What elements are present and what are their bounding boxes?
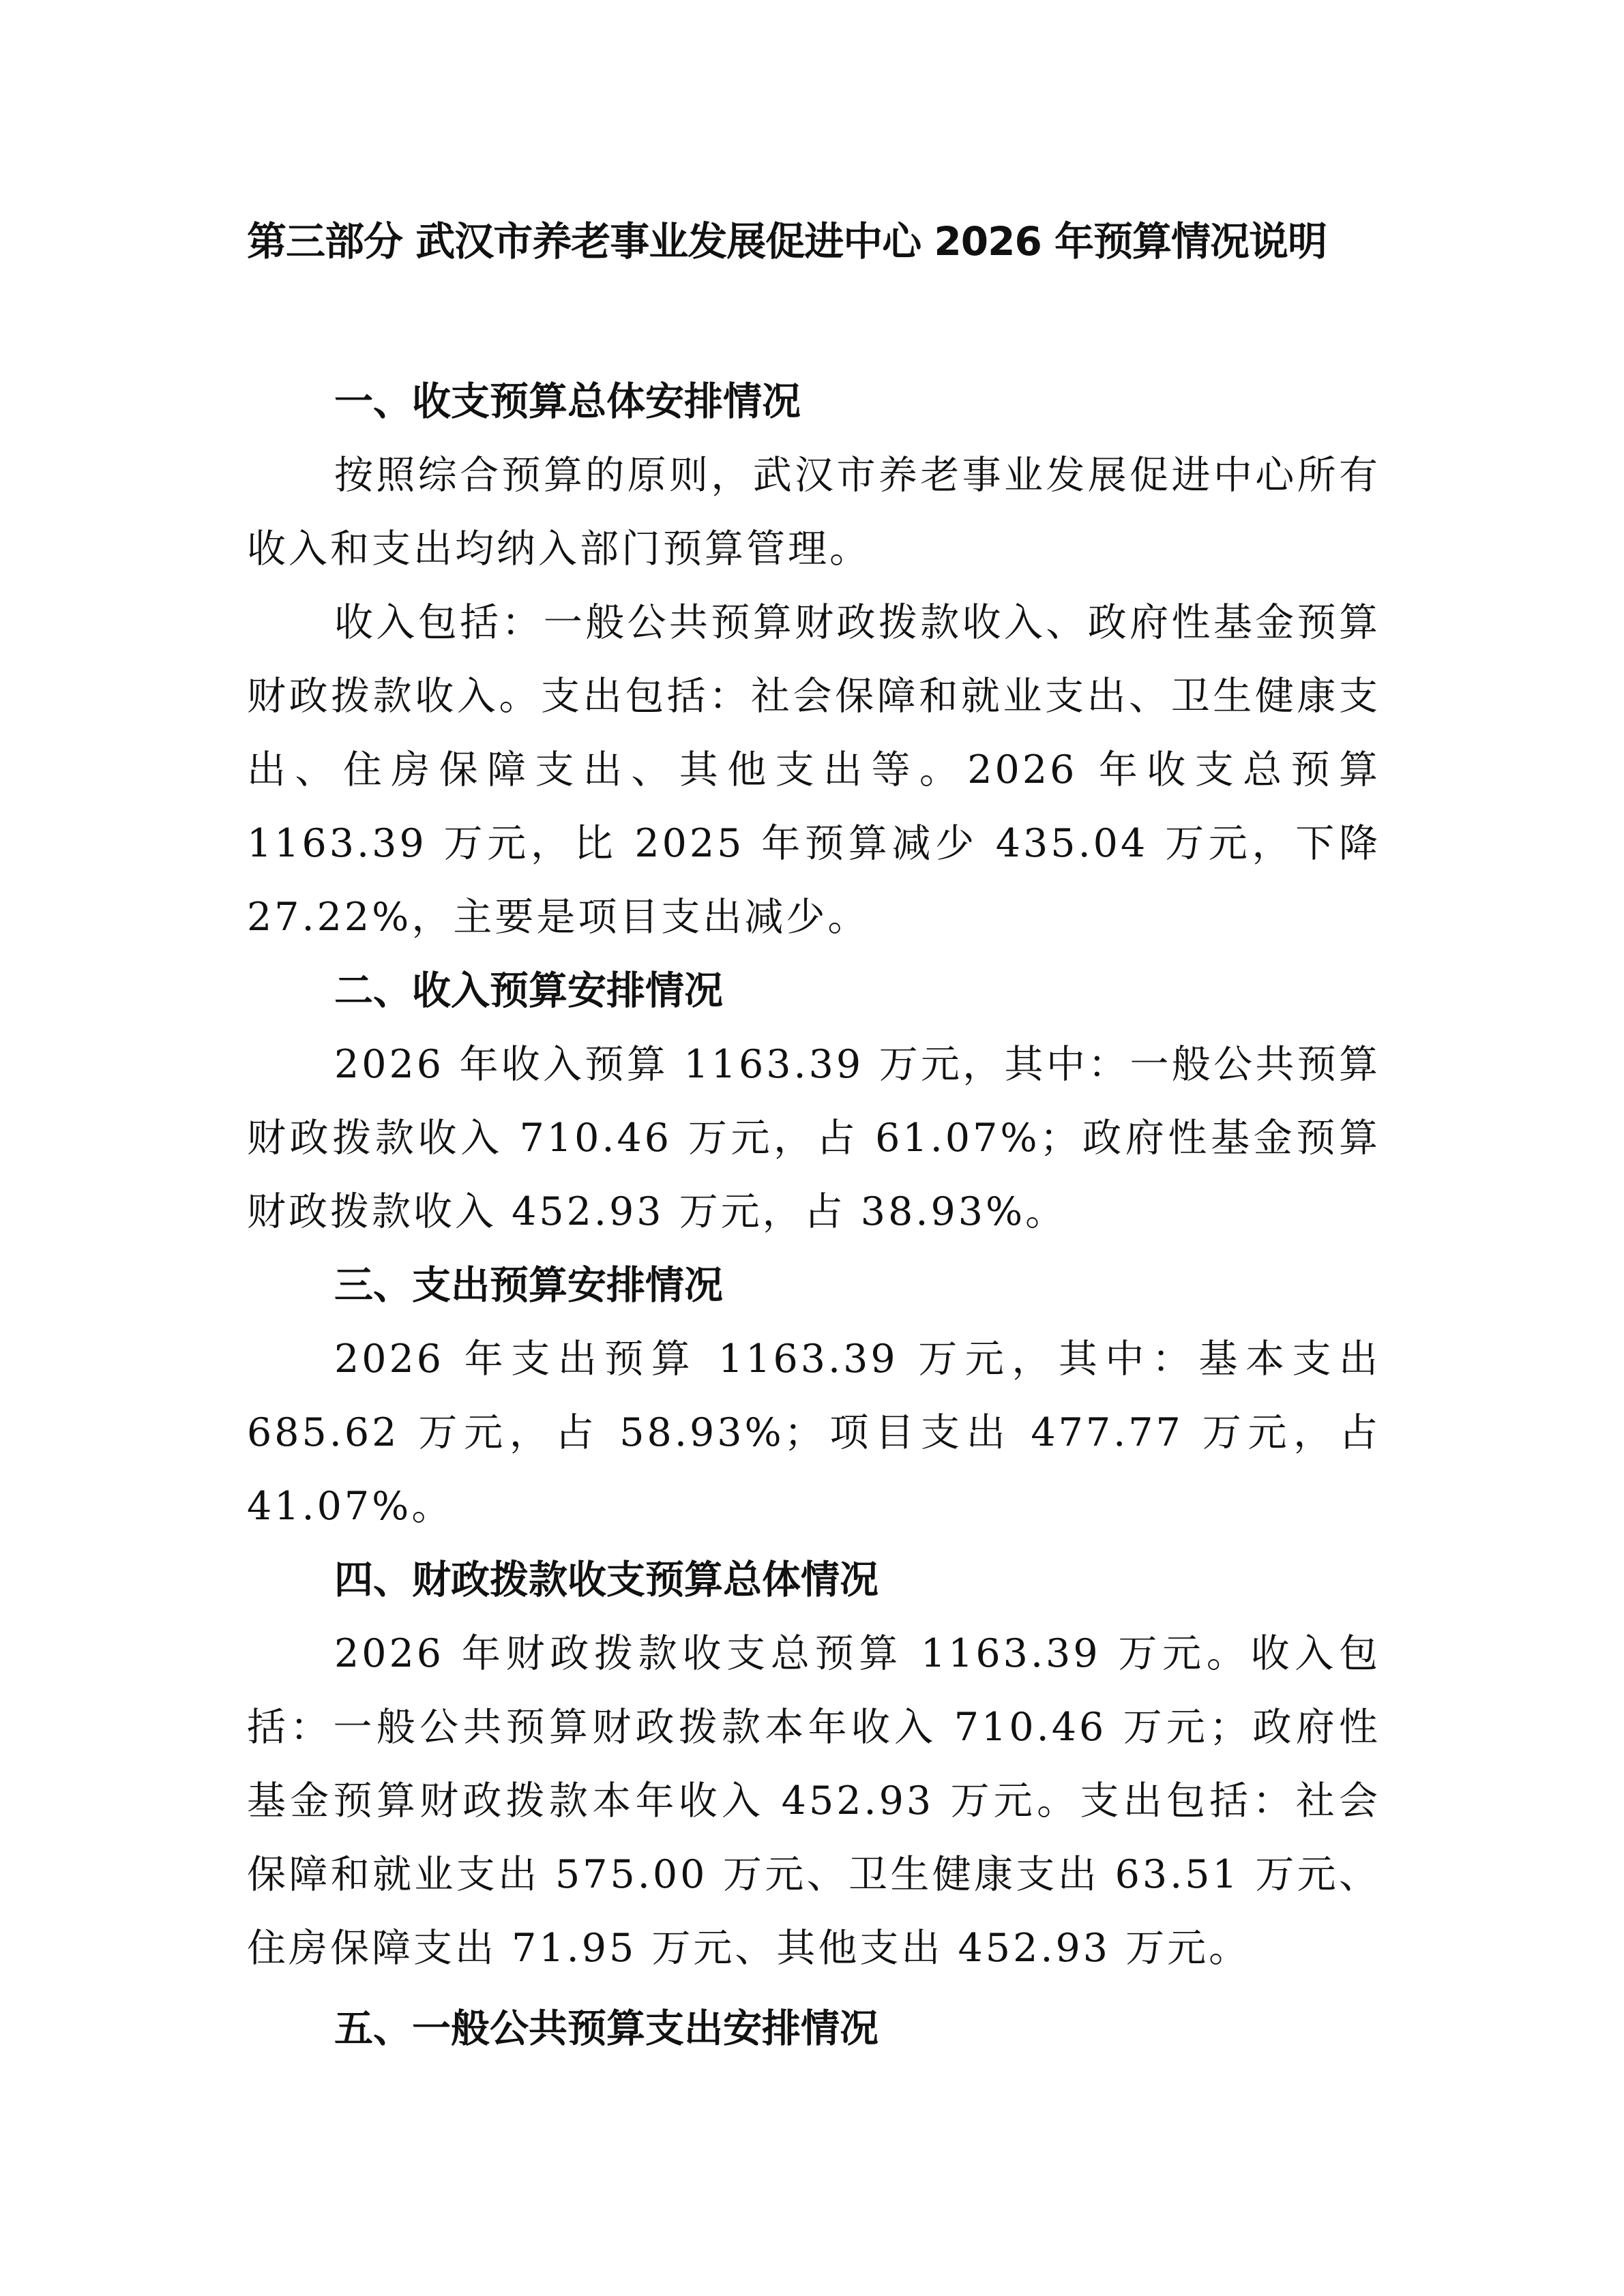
paragraph: 2026 年支出预算 1163.39 万元，其中：基本支出 685.62 万元，占 58.93%；项目支出 477.77 万元，占 41.07%。: [247, 1337, 1381, 1529]
section-heading: 二、收入预算安排情况: [334, 968, 723, 1013]
document-title: 第三部分 武汉市养老事业发展促进中心 2026 年预算情况说明: [247, 218, 1327, 265]
paragraph: 按照综合预算的原则，武汉市养老事业发展促进中心所有收入和支出均纳入部门预算管理。: [247, 453, 1381, 571]
section-heading: 一、收支预算总体安排情况: [334, 379, 801, 424]
section-heading: 四、财政拨款收支预算总体情况: [334, 1557, 879, 1602]
paragraph: 2026 年财政拨款收支总预算 1163.39 万元。收入包括：一般公共预算财政拨款本年收入 710.46 万元；政府性基金预算财政拨款本年收入 452.93 万元。支出包括：社会保障和就业支出 575.00 万元、卫生健康支出 63.51 万元、住房保障支出 71.95 万元、其他支出 452.93 万元。: [247, 1631, 1381, 1971]
section-overview: [247, 365, 1381, 954]
paragraph: 2026 年收入预算 1163.39 万元，其中：一般公共预算财政拨款收入 710.46 万元，占 61.07%；政府性基金预算财政拨款收入 452.93 万元，占 38.93%。: [247, 1042, 1381, 1234]
section-general-public-budget: [247, 1992, 1381, 2066]
section-fiscal-appropriation: [247, 1543, 1381, 1985]
section-heading: 五、一般公共预算支出安排情况: [334, 2006, 879, 2051]
section-heading: 三、支出预算安排情况: [334, 1263, 723, 1308]
paragraph: 收入包括：一般公共预算财政拨款收入、政府性基金预算财政拨款收入。支出包括：社会保障和就业支出、卫生健康支出、住房保障支出、其他支出等。2026 年收支总预算 1163.39 万元，比 2025 年预算减少 435.04 万元，下降 27.22%，主要是项目支出减少。: [247, 600, 1381, 940]
document-body: [247, 365, 1381, 2066]
section-expenditure: [247, 1249, 1381, 1543]
section-income: [247, 954, 1381, 1249]
